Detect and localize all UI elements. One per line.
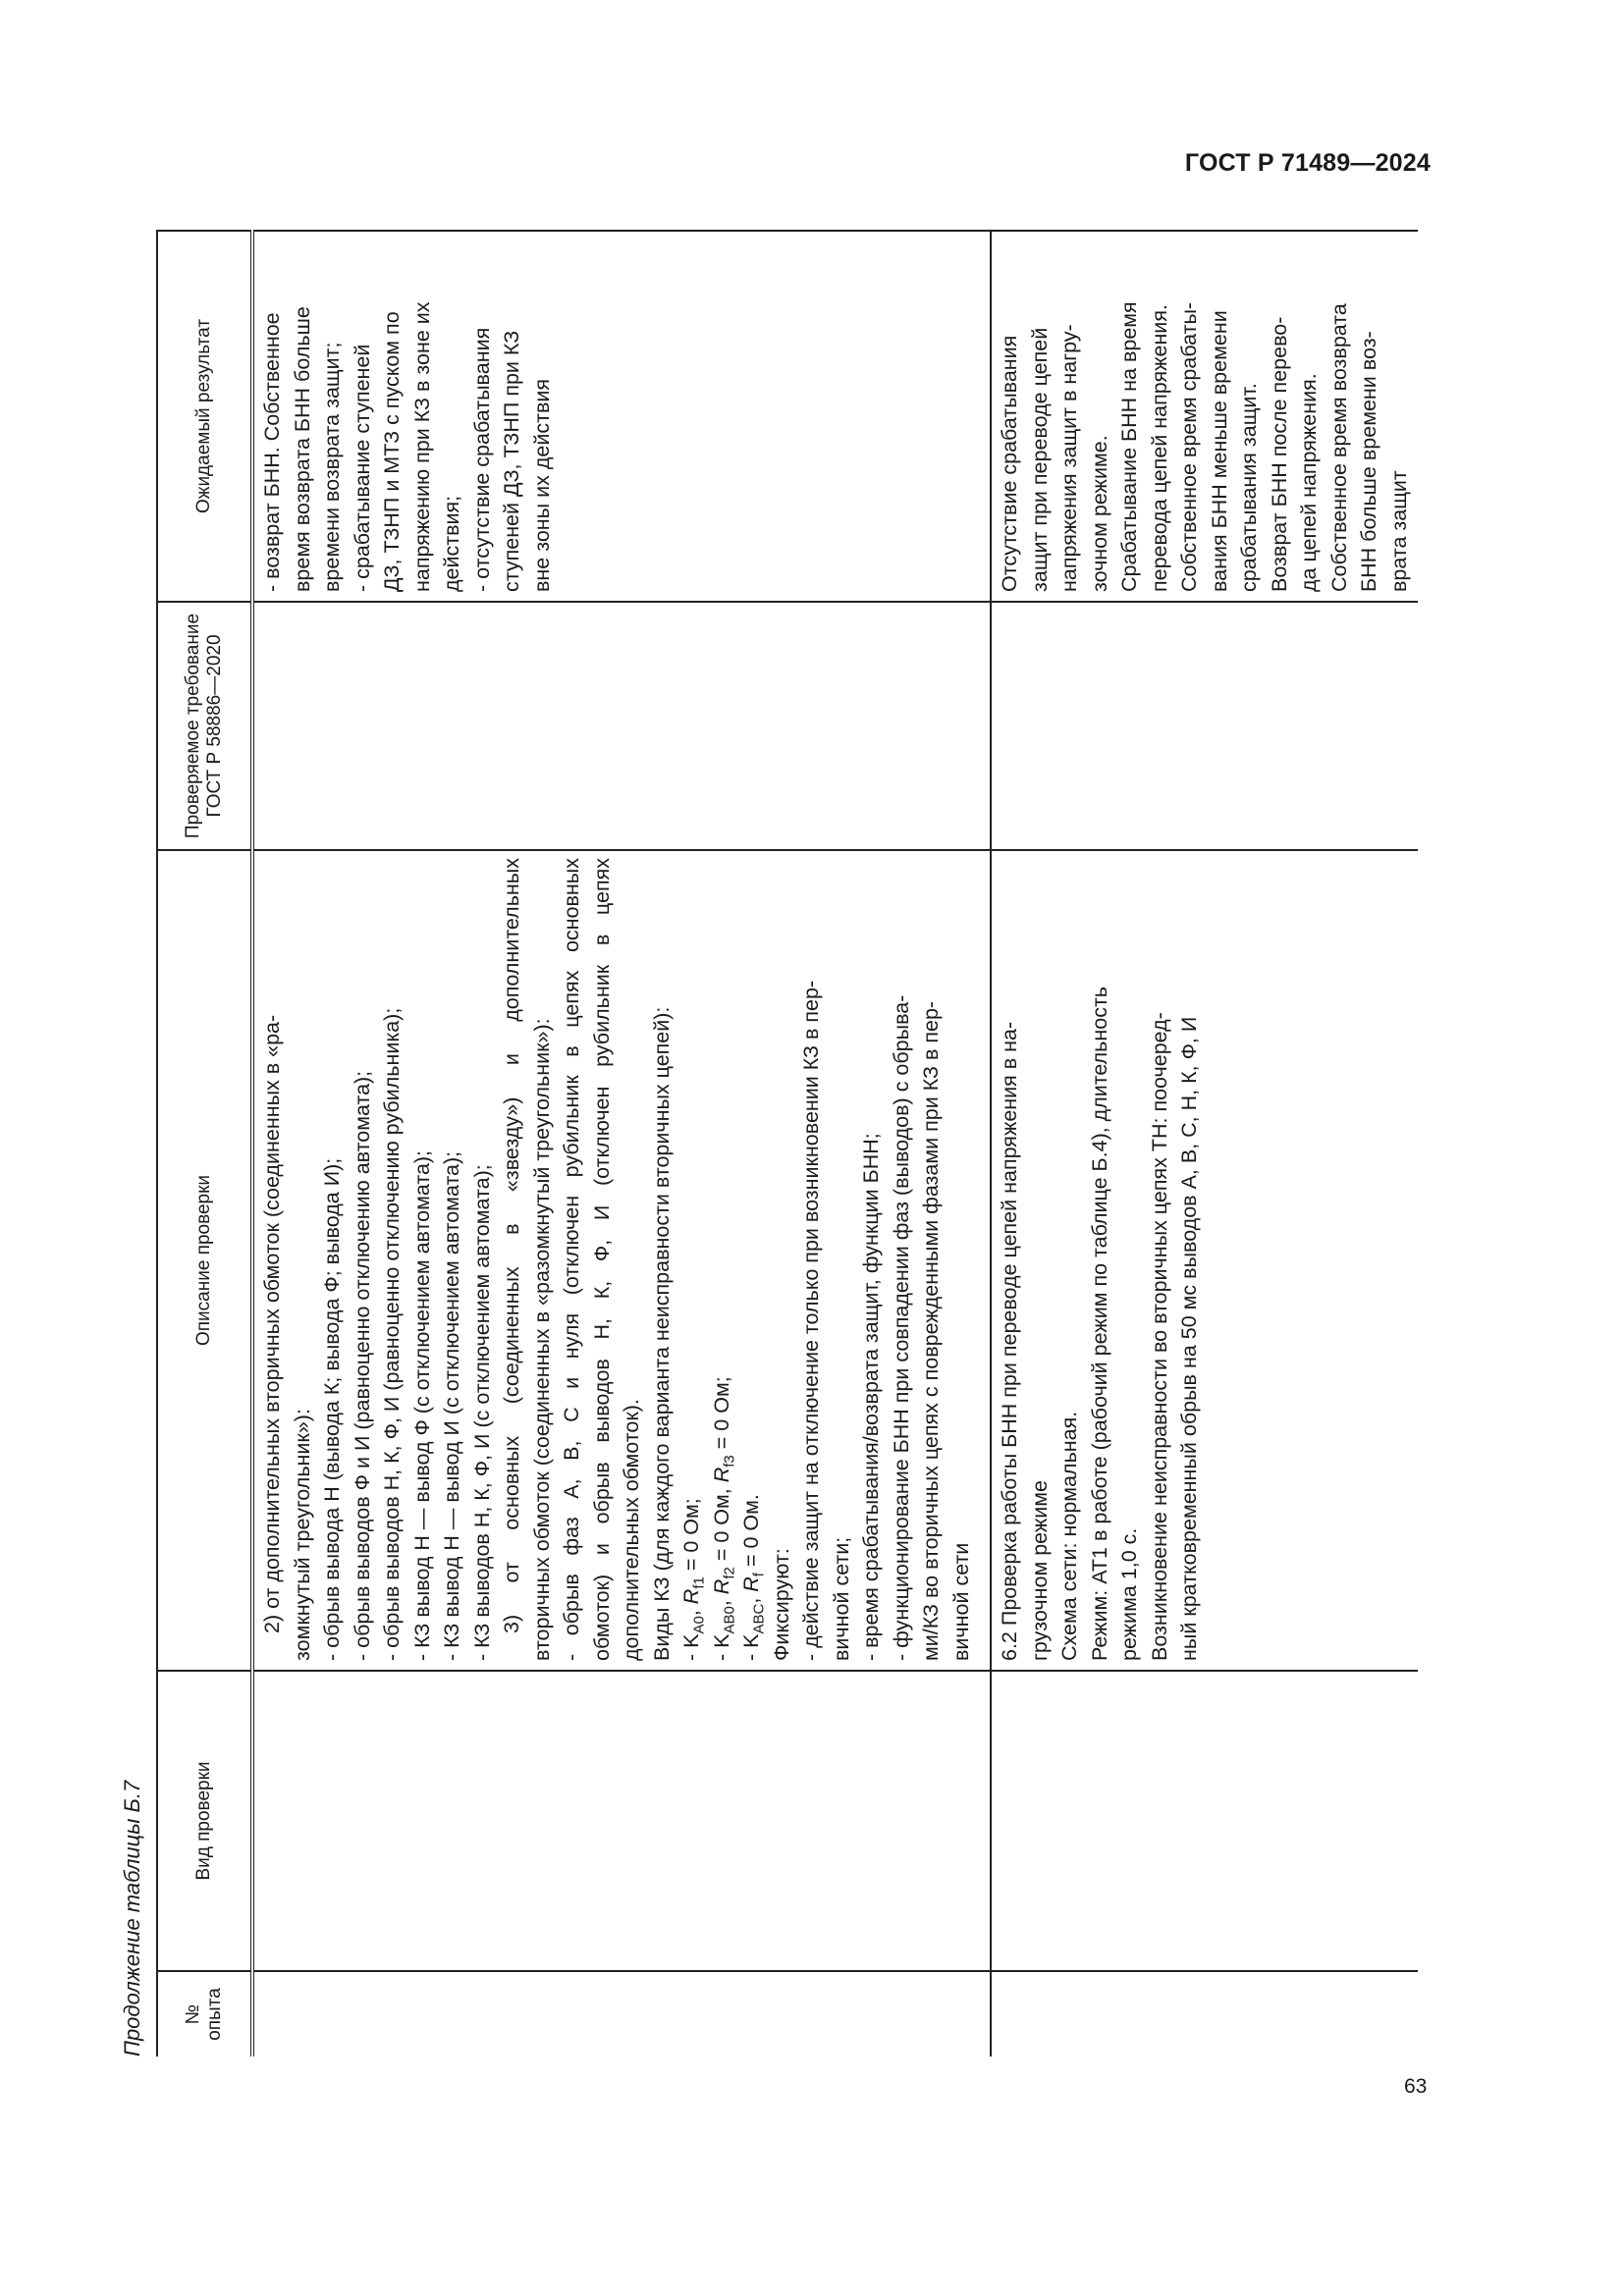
fault-resistance: R (709, 1467, 733, 1483)
desc-line: - КЗ вывод Н — вывод Ф (с отключением автомата); (409, 1149, 434, 1661)
header-desc: Описание проверки (157, 850, 252, 1671)
fault-text: , (739, 1591, 763, 1604)
fault-text: , (709, 1594, 733, 1607)
desc-line: - функционирование БНН при совпадении фаз (выводов) с обрыва- (889, 994, 913, 1661)
cell-kind (991, 1671, 1418, 1971)
desc-line: грузочном режиме (1027, 1480, 1052, 1661)
desc-line: дополнительных обмоток). (620, 1399, 643, 1661)
fault-text: - K (739, 1633, 763, 1661)
result-line: защит при переводе цепей (1027, 327, 1052, 592)
cell-desc (252, 850, 991, 1671)
fault-subscript: f (750, 1573, 768, 1577)
cell-result (991, 231, 1418, 602)
table-caption: Продолжение таблицы Б.7 (120, 1780, 144, 2056)
desc-line: ми/КЗ во вторичных цепях с поврежденными фазами при КЗ в пер- (919, 1000, 943, 1661)
desc-line: Возникновение неисправности во вторичных цепях ТН: поочеред- (1147, 1012, 1171, 1661)
header-result: Ожидаемый результат (157, 231, 252, 602)
fault-kind-line (736, 858, 767, 1661)
result-line: действия; (440, 495, 463, 592)
table-header-row (157, 231, 252, 2056)
cell-kind (252, 1671, 991, 1971)
result-line: - возврат БНН. Собственное (260, 312, 284, 592)
desc-line: - время срабатывания/возврата защит, функции БНН; (859, 1133, 883, 1661)
result-line: перевода цепей напряжения. (1147, 304, 1171, 592)
table-row (252, 231, 991, 2056)
result-line: срабатывания защит. (1237, 383, 1261, 592)
rotated-table-block (113, 231, 1414, 2056)
fault-text: = 0 Ом. (739, 1494, 763, 1574)
desc-line: - обрыв выводов Ф и И (равноценно отключению автомата); (350, 1070, 374, 1661)
desc-line: вичной сети (948, 1542, 973, 1661)
desc-line: - КЗ вывод Н — вывод И (с отключением автомата); (440, 1150, 463, 1661)
result-line: времени возврата защит; (320, 342, 344, 592)
result-line: вания БНН меньше времени (1207, 310, 1231, 592)
fault-subscript: f3 (720, 1455, 737, 1468)
result-line: Срабатывание БНН на время (1117, 301, 1141, 592)
desc-line: - обрыв вывода Н (вывода К; вывода Ф; вывода И); (320, 1157, 344, 1661)
desc-line: зомкнутый треугольник»): (290, 1409, 314, 1661)
result-line: напряжения защит в нагру- (1057, 324, 1081, 592)
fault-text: , (679, 1604, 703, 1617)
desc-line: ный кратковременный обрыв на 50 мс выводов А, В, С, Н, К, Ф, И (1177, 1016, 1201, 1661)
fault-resistance: R (679, 1588, 703, 1605)
checks-table (156, 230, 1418, 2056)
header-num: № опыта (157, 1971, 252, 2056)
result-line: Возврат БНН после перево- (1267, 316, 1291, 592)
desc-line: - обрыв фаз А, В, С и нуля (отключен рубильник в цепях основных (560, 858, 583, 1661)
cell-num (252, 1971, 991, 2056)
desc-line: Виды КЗ (для каждого варианта неисправности вторичных цепей): (649, 1006, 674, 1661)
desc-line: 3) от основных (соединенных в «звезду») и дополнительных (500, 858, 523, 1633)
cell-req (991, 602, 1418, 850)
fault-subscript: AB0 (720, 1606, 737, 1634)
result-line: напряжению при КЗ в зоне их (409, 301, 434, 592)
desc-line: - КЗ выводов Н, К, Ф, И (с отключением автомата); (469, 1164, 494, 1661)
fault-resistance: R (709, 1578, 733, 1595)
result-line: зочном режиме. (1087, 435, 1111, 592)
desc-line: 2) от дополнительных вторичных обмоток (соединенных в «ра- (260, 1014, 284, 1633)
result-line: - отсутствие срабатывания (469, 327, 494, 592)
result-line: врата защит (1386, 470, 1411, 592)
cell-req (252, 602, 991, 850)
header-kind: Вид проверки (157, 1671, 252, 1971)
desc-line: 6.2 Проверка работы БНН при переводе цепей напряжения в на- (998, 1021, 1021, 1661)
fault-kind-line (707, 858, 737, 1661)
fault-subscript: A0 (690, 1616, 708, 1634)
result-line: ступеней ДЗ, ТЗНП при КЗ (500, 330, 523, 592)
table-row (991, 231, 1418, 2056)
fault-text: - K (679, 1633, 703, 1661)
fault-subscript: f1 (690, 1576, 708, 1589)
document-code: ГОСТ Р 71489—2024 (1184, 149, 1431, 177)
result-line: Собственное время возврата (1326, 303, 1351, 592)
fault-kind-line (677, 858, 707, 1661)
result-line: БНН больше времени воз- (1357, 331, 1380, 592)
header-req: Проверяемое требование ГОСТ Р 58886—2020 (157, 602, 252, 850)
desc-line: режима 1,0 с. (1117, 1527, 1141, 1661)
desc-line: обмоток) и обрыв выводов Н, К, Ф, И (отключен рубильник в цепях (589, 858, 614, 1661)
cell-num (991, 1971, 1418, 2056)
desc-line: вичной сети; (829, 1536, 853, 1661)
fault-text: = 0 Ом, (709, 1482, 733, 1568)
desc-line: - действие защит на отключение только при возникновении КЗ в пер- (799, 980, 823, 1661)
result-line: - срабатывание ступеней (350, 344, 374, 592)
result-line: вне зоны их действия (529, 378, 554, 592)
fault-resistance: R (739, 1576, 763, 1592)
desc-line: Режим: АТ1 в работе (рабочий режим по таблице Б.4), длительность (1087, 986, 1111, 1661)
result-line: ДЗ, ТЗНП и МТЗ с пуском по (380, 311, 404, 592)
result-line: Отсутствие срабатывания (998, 335, 1021, 592)
desc-line: - обрыв выводов Н, К, Ф, И (равноценно отключению рубильника); (380, 1007, 404, 1661)
fault-text: = 0 Ом; (679, 1498, 703, 1577)
cell-result (252, 231, 991, 602)
fault-text: - K (709, 1633, 733, 1661)
desc-line: вторичных обмоток (соединенных в «разомкнутый треугольник»): (529, 1018, 554, 1661)
cell-desc (991, 850, 1418, 1671)
result-line: да цепей напряжения. (1297, 373, 1321, 592)
result-line: время возврата БНН больше (290, 306, 314, 592)
fault-subscript: ABC (750, 1603, 768, 1634)
fault-subscript: f2 (720, 1567, 737, 1579)
fault-text: = 0 Ом; (709, 1376, 733, 1456)
page-number: 63 (1404, 2075, 1428, 2098)
result-line: Собственное время срабаты- (1177, 301, 1201, 592)
desc-line: Схема сети: нормальная. (1057, 1411, 1081, 1661)
desc-line: Фиксируют: (769, 1548, 793, 1661)
